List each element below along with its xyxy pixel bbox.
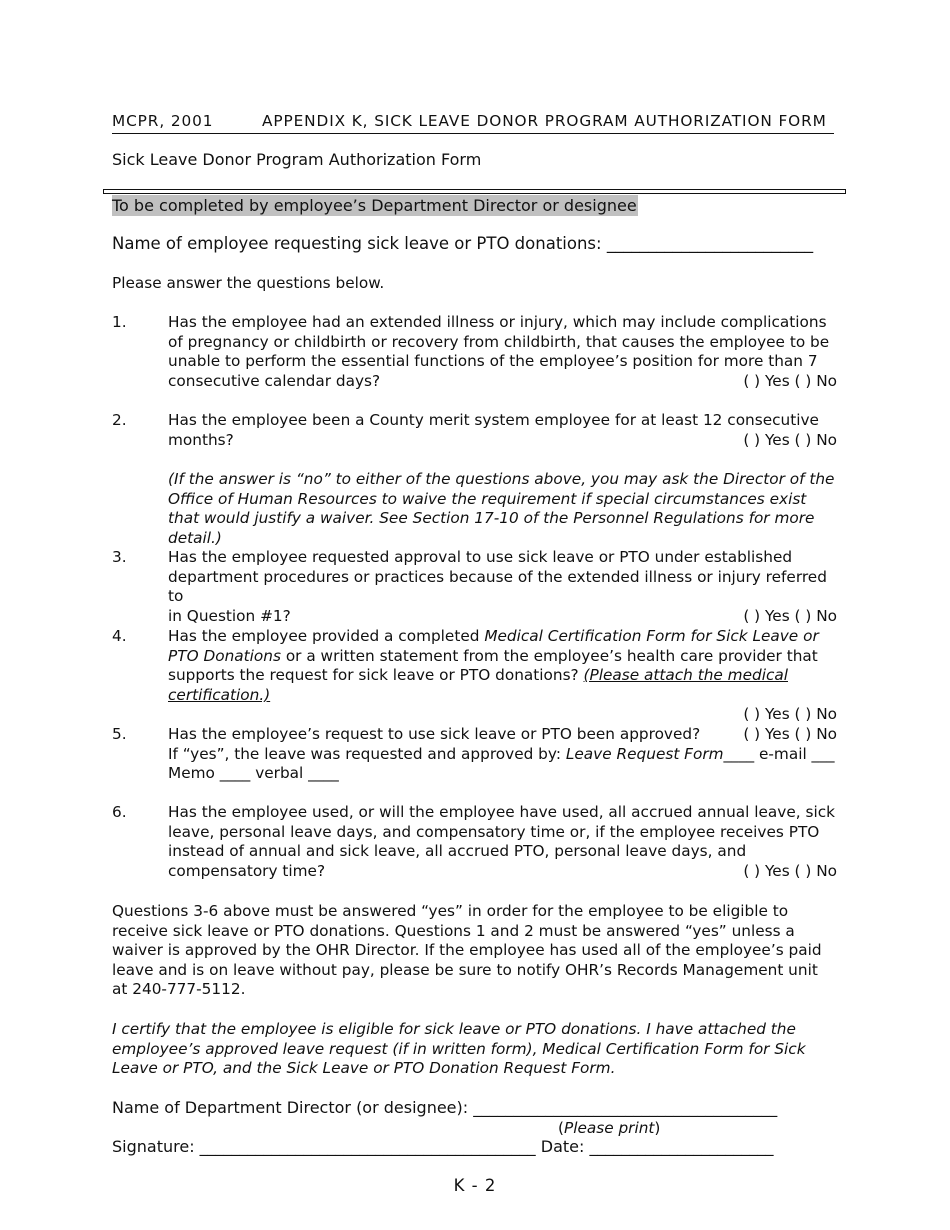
form-title: Sick Leave Donor Program Authorization Form (112, 150, 482, 169)
question-text-end: consecutive calendar days? (168, 371, 381, 390)
question-number: 5. (112, 725, 127, 743)
waiver-note: (If the answer is “no” to either of the questions above, you may ask the Director of the Office of Human Resources to waive the requirement if special circumstances exist that would justify a waiver. See Section 17-10 of the Personnel Regulations for more detail.) (168, 470, 835, 547)
certification-statement: I certify that the employee is eligible for sick leave or PTO donations. I have attached the employee’s approved leave request (if in written form), Medical Certification Form for Sick Leave or PTO, and the Sick Leave or PTO Donation Request Form. (112, 1020, 806, 1078)
question-number: 3. (112, 548, 127, 566)
eligibility-paragraph: Questions 3-6 above must be answered “yes” in order for the employee to be eligible to receive sick leave or PTO donations. Questions 1 and 2 must be answered “yes” unless a waiver is approved by the OHR Director. If the employee has used all of the employee’s paid leave and is on leave without pay, please be sure to notify OHR’s Records Management unit at 240-777-5112. (112, 902, 822, 999)
header-citation: MCPR, 2001 (112, 112, 214, 130)
yes-no-choice[interactable]: ( ) Yes ( ) No (743, 371, 837, 390)
question-1 (112, 313, 837, 391)
question-text: Has the employee had an extended illness or injury, which may include complications of pregnancy or childbirth or recovery from childbirth, that causes the employee to be unable to perform the essential functions of the employee’s position for more than 7 (168, 313, 830, 371)
header-appendix-title: APPENDIX K, SICK LEAVE DONOR PROGRAM AUTHORIZATION FORM (262, 112, 827, 130)
yes-no-choice[interactable]: ( ) Yes ( ) No (743, 725, 837, 743)
signature-date-field[interactable]: Signature: __________________________________________ Date: _______________________ (112, 1137, 774, 1156)
page-number: K - 2 (453, 1176, 497, 1195)
leave-request-form-option: Leave Request Form (565, 744, 724, 763)
section-divider (103, 189, 846, 194)
question-text: Has the employee requested approval to use sick leave or PTO under established department procedures or practices because of the extended illness or injury referred to (168, 548, 827, 606)
employee-name-field[interactable]: Name of employee requesting sick leave or PTO donations: _________________________ (112, 234, 814, 253)
instructions-text: Please answer the questions below. (112, 274, 385, 292)
running-header (112, 112, 834, 134)
question-text: Has the employee been a County merit system employee for at least 12 consecutive (168, 411, 819, 429)
question-text: or a written statement from the employee’s health care provider that supports the request for sick leave or PTO donations? (168, 646, 818, 685)
question-text: Has the employee provided a completed (168, 627, 485, 645)
yes-no-choice[interactable]: ( ) Yes ( ) No (743, 430, 837, 449)
print-instruction-text: Please print (563, 1119, 655, 1137)
director-name-field[interactable]: Name of Department Director (or designee): ______________________________________ (112, 1098, 778, 1117)
section-banner: To be completed by employee’s Department Director or designee (112, 196, 637, 215)
question-text-end: compensatory time? (168, 861, 326, 880)
question-text: Has the employee’s request to use sick leave or PTO been approved? (168, 725, 701, 743)
question-number: 1. (112, 313, 127, 331)
question-3 (112, 548, 837, 626)
yes-no-choice[interactable]: ( ) Yes ( ) No (743, 861, 837, 880)
question-number: 6. (112, 803, 127, 821)
question-5 (112, 725, 837, 784)
attachment-instruction: (Please attach the medical certification.) (168, 666, 788, 704)
yes-no-choice[interactable]: ( ) Yes ( ) No (743, 606, 837, 625)
question-6 (112, 803, 837, 881)
yes-no-choice[interactable]: ( ) Yes ( ) No (743, 705, 837, 724)
print-paren-open: ( (558, 1119, 564, 1137)
print-paren-close: ) (654, 1119, 661, 1137)
approval-method-label: If “yes”, the leave was requested and approved by: (168, 744, 566, 763)
question-number: 2. (112, 411, 127, 429)
question-number: 4. (112, 627, 127, 645)
question-2 (112, 411, 837, 450)
question-text: Has the employee used, or will the employee have used, all accrued annual leave, sick leave, personal leave days, and compensatory time or, if the employee receives PTO instead of annual and sick leave, all accrued PTO, personal leave days, and (168, 803, 835, 861)
question-text-end: in Question #1? (168, 606, 291, 625)
approval-method-blanks[interactable]: ____ e-mail ___ (723, 744, 835, 763)
question-4 (112, 627, 837, 725)
question-text-end: months? (168, 430, 234, 449)
form-reference: Medical Certification Form for Sick Leave or PTO Donations (168, 627, 819, 665)
approval-method-blanks-2[interactable]: Memo ____ verbal ____ (168, 764, 339, 783)
print-instruction (558, 1119, 660, 1137)
